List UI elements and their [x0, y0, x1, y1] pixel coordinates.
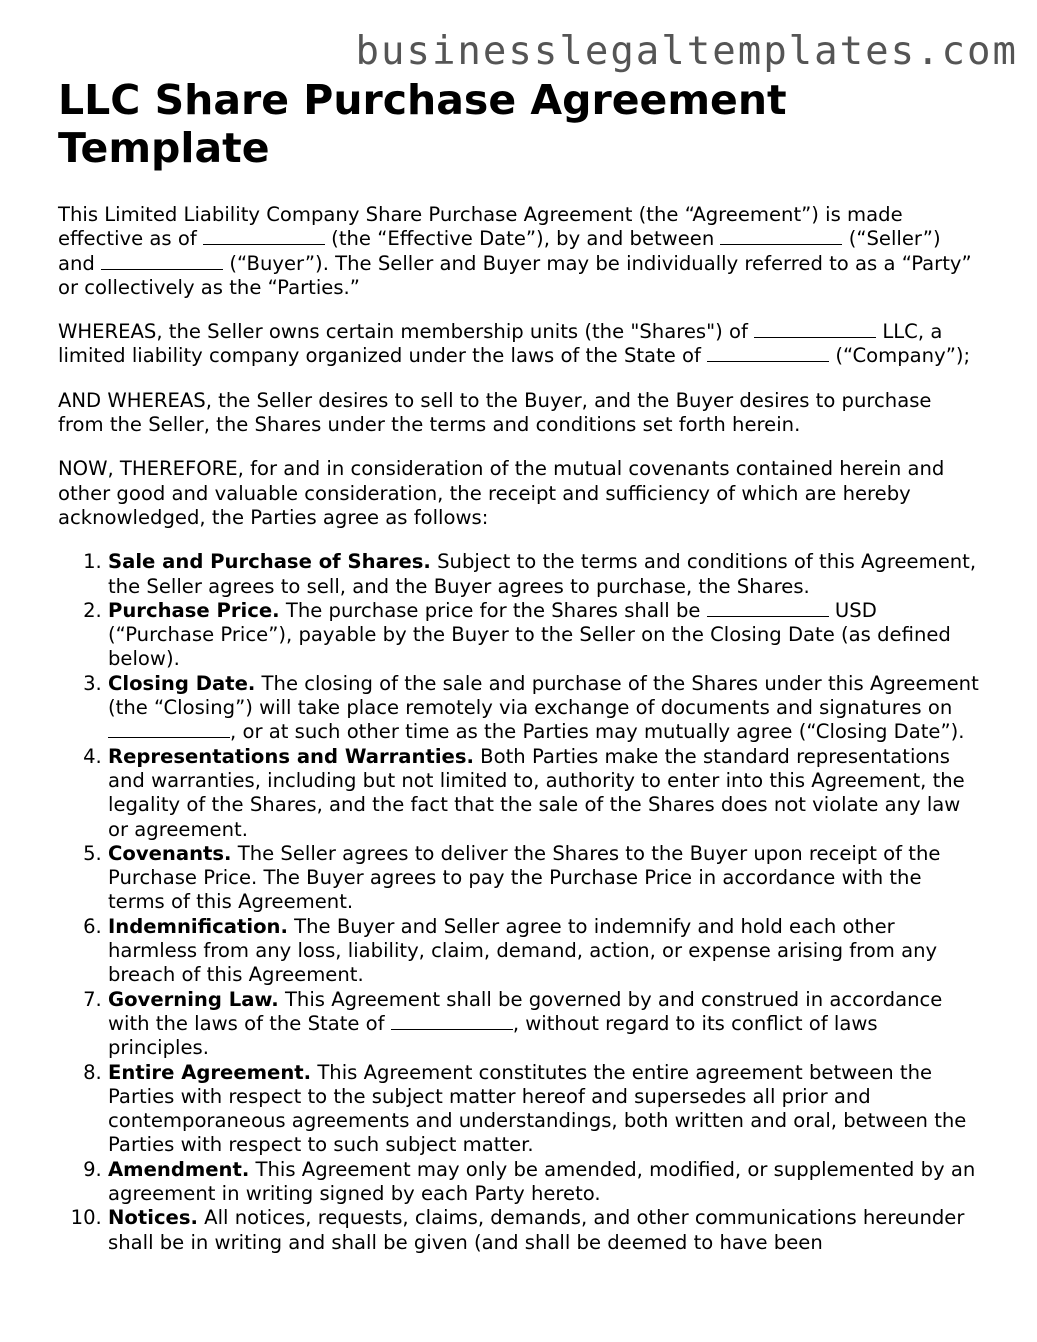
- clause-item: [108, 842, 983, 915]
- whereas-text: WHEREAS, the Seller owns certain membership units (the "Shares") of: [58, 320, 755, 344]
- whereas-paragraph: [58, 320, 983, 369]
- clause-text: , without regard to its conflict of laws principles.: [108, 1011, 878, 1060]
- clause-heading: Sale and Purchase of Shares.: [108, 550, 431, 574]
- clause-item: [108, 599, 983, 672]
- clause-heading: Governing Law.: [108, 987, 279, 1011]
- clause-item: [108, 988, 983, 1061]
- clause-item: [108, 550, 983, 599]
- intro-text: (“Seller”) and: [58, 227, 941, 275]
- site-watermark-header: businesslegaltemplates.com: [355, 29, 1018, 74]
- clause-list: [58, 550, 983, 1255]
- clause-item: [108, 672, 983, 745]
- intro-paragraph: [58, 203, 983, 300]
- seller-name-blank: [720, 228, 842, 245]
- now-therefore-paragraph: NOW, THEREFORE, for and in consideration of the mutual covenants contained herein and other good and valuable consideration, the receipt and sufficiency of which are hereby acknowledged, the Parties agree as follows:: [58, 457, 945, 529]
- clause-text: The closing of the sale and purchase of the Shares under this Agreement (the “Closing”) will take place remotely via exchange of documents and signatures on: [108, 671, 979, 720]
- clause-item: [108, 915, 983, 988]
- clause-heading: Representations and Warranties.: [108, 744, 474, 768]
- document-page: [58, 29, 1018, 1255]
- clause-text: , or at such other time as the Parties may mutually agree (“Closing Date”).: [230, 720, 965, 744]
- whereas-text: LLC, a limited liability company organized under the laws of the State of: [58, 320, 943, 368]
- clause-heading: Indemnification.: [108, 914, 288, 938]
- buyer-name-blank: [101, 253, 223, 270]
- clause-heading: Covenants.: [108, 841, 232, 865]
- clause-item: [108, 1206, 983, 1255]
- clause-heading: Closing Date.: [108, 671, 256, 695]
- clause-item: [108, 745, 983, 842]
- clause-text: This Agreement constitutes the entire agreement between the Parties with respect to the subject matter hereof and supersedes all prior and contemporaneous agreements and understandings, both written and oral, between the Parties with respect to such subject matter.: [108, 1060, 967, 1157]
- clause-text: The Buyer and Seller agree to indemnify and hold each other harmless from any loss, liability, claim, demand, action, or expense arising from any breach of this Agreement.: [108, 914, 938, 987]
- intro-text: (the “Effective Date”), by and between: [324, 227, 721, 251]
- effective-date-blank: [203, 228, 325, 245]
- clause-item: [108, 1158, 983, 1207]
- clause-heading: Entire Agreement.: [108, 1060, 312, 1084]
- clause-item: [108, 1061, 983, 1158]
- clause-text: Subject to the terms and conditions of this Agreement, the Seller agrees to sell, and the Buyer agrees to purchase, the Shares.: [108, 550, 977, 598]
- purchase-price-blank: [707, 600, 829, 617]
- clause-heading: Purchase Price.: [108, 598, 280, 622]
- clause-heading: Amendment.: [108, 1157, 250, 1181]
- governing-state-blank: [391, 1013, 513, 1030]
- clause-text: USD (“Purchase Price”), payable by the Buyer to the Seller on the Closing Date (as defined below).: [108, 598, 951, 671]
- whereas-text: (“Company”);: [829, 344, 971, 368]
- state-blank: [707, 345, 829, 362]
- company-name-blank: [754, 321, 876, 338]
- clause-text: This Agreement may only be amended, modified, or supplemented by an agreement in writing signed by each Party hereto.: [108, 1157, 976, 1205]
- clause-text: The purchase price for the Shares shall be: [279, 598, 707, 622]
- intro-text: (“Buyer”). The Seller and Buyer may be individually referred to as a “Party” or collectively as the “Parties.”: [58, 251, 972, 299]
- closing-date-blank: [108, 721, 230, 738]
- clause-heading: Notices.: [108, 1206, 198, 1230]
- clause-text: The Seller agrees to deliver the Shares to the Buyer upon receipt of the Purchase Price. The Buyer agrees to pay the Purchase Price in accordance with the terms of this Agreement.: [108, 841, 941, 914]
- clause-text: All notices, requests, claims, demands, and other communications hereunder shall be in writing and shall be given (and shall be deemed to have been: [108, 1206, 965, 1254]
- document-title: LLC Share Purchase Agreement Template: [58, 76, 787, 172]
- clause-text: This Agreement shall be governed by and construed in accordance with the laws of the State of: [108, 987, 943, 1035]
- intro-text: This Limited Liability Company Share Purchase Agreement (the “Agreement”) is made effective as of: [58, 203, 903, 251]
- and-whereas-paragraph: AND WHEREAS, the Seller desires to sell to the Buyer, and the Buyer desires to purchase from the Seller, the Shares under the terms and conditions set forth herein.: [58, 388, 932, 437]
- clause-text: Both Parties make the standard representations and warranties, including but not limited to, authority to enter into this Agreement, the legality of the Shares, and the fact that the sale of the Shares does not violate any law or agreement.: [108, 744, 965, 841]
